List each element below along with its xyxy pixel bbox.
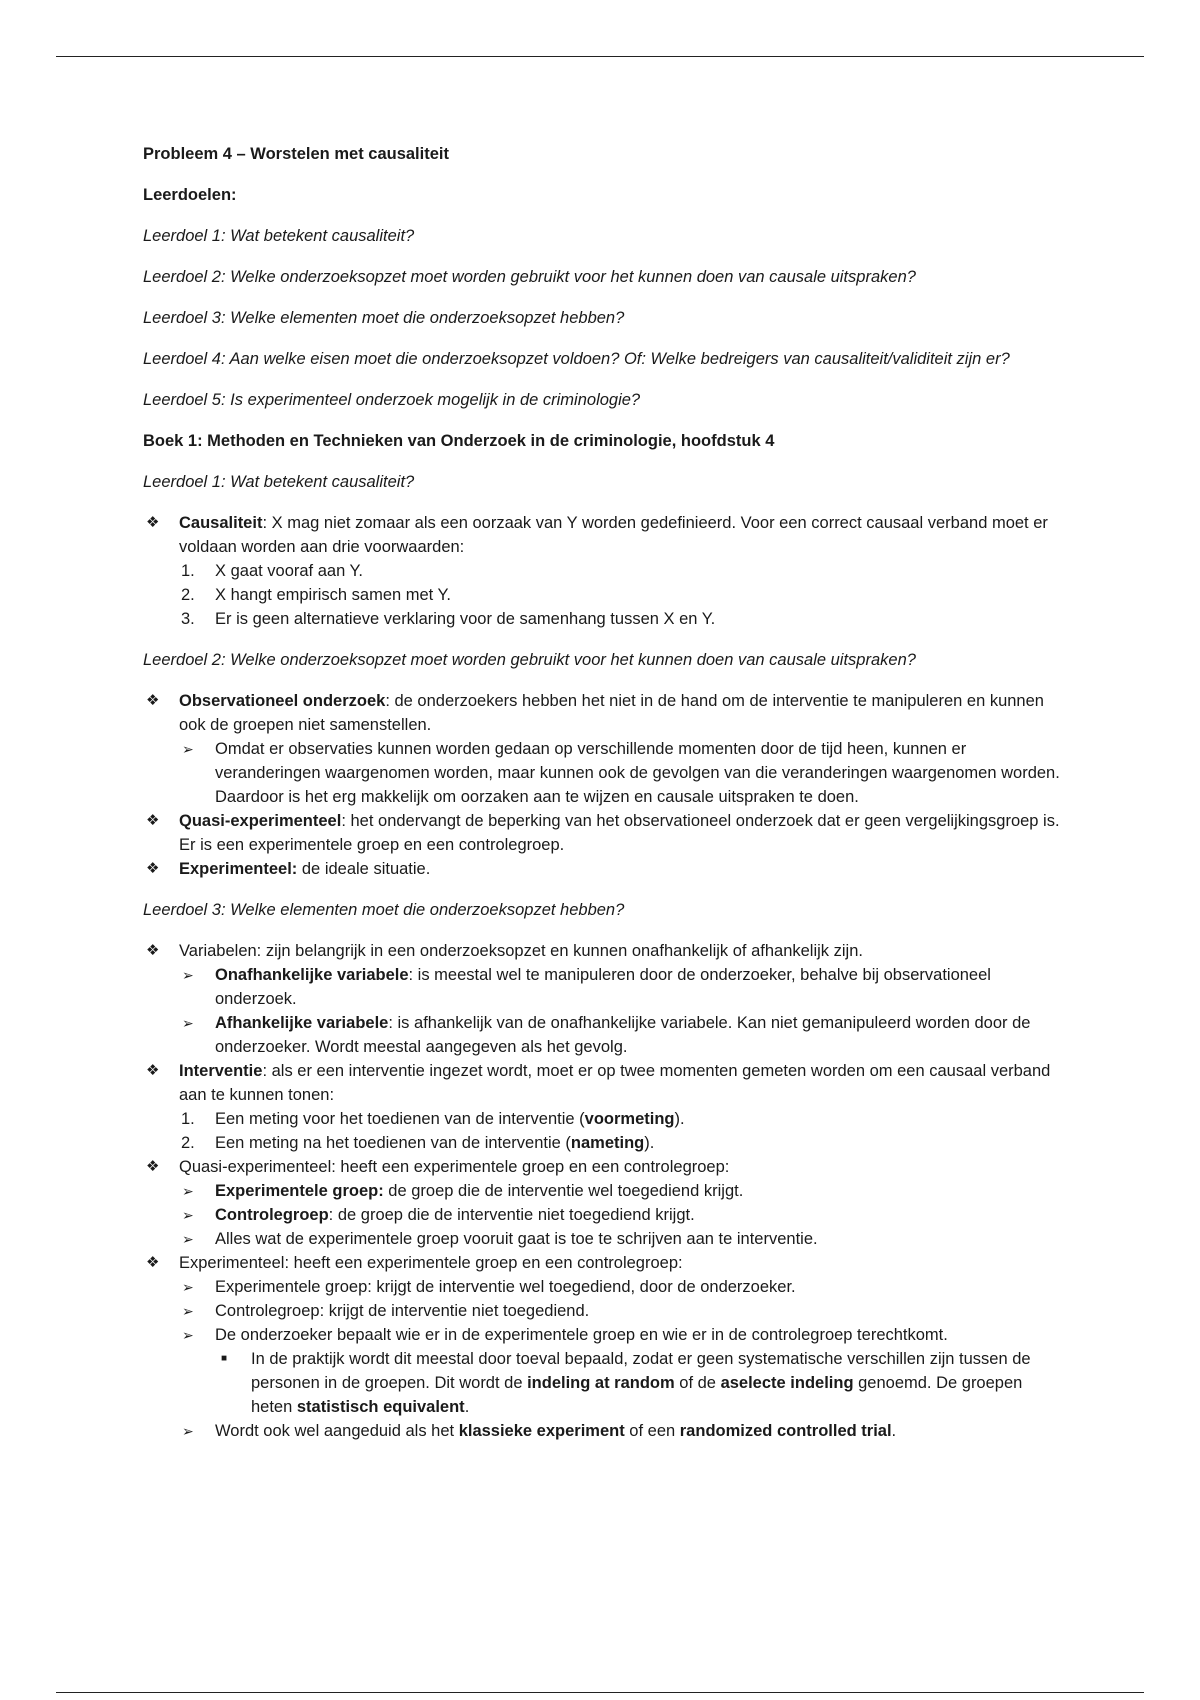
list-number: 1. (181, 1110, 195, 1128)
arrow-bullet-icon: ➢ (182, 1207, 194, 1223)
list-item (179, 1131, 1063, 1155)
term-rct: randomized controlled trial (679, 1422, 892, 1440)
leerdoel-4: Leerdoel 4: Aan welke eisen moet die onderzoeksopzet voldoen? Of: Welke bedreigers van causaliteit/validiteit zijn er? (143, 350, 1010, 368)
list-item (179, 1227, 1063, 1251)
term-causaliteit: Causaliteit (179, 514, 263, 532)
praktijk-text: of de (674, 1374, 721, 1392)
praktijk-sublist (215, 1347, 1063, 1419)
conditions-list (179, 559, 1063, 631)
diamond-bullet-icon: ❖ (146, 514, 160, 531)
onafhankelijke-text: : is meestal wel te manipuleren door de onderzoeker, behalve bij observationeel onderzoek. (215, 966, 991, 1008)
ook-text: Wordt ook wel aangeduid als het (215, 1422, 459, 1440)
footer-rule (56, 1692, 1144, 1693)
list-item (179, 737, 1063, 809)
e-bepaalt-text: De onderzoeker bepaalt wie er in de experimentele groep en wie er in de controlegroep terechtkomt. (215, 1326, 948, 1344)
diamond-bullet-icon: ❖ (146, 1062, 160, 1079)
variabelen-text: Variabelen: zijn belangrijk in een onderzoeksopzet en kunnen onafhankelijk of afhankelijk zijn. (179, 942, 863, 960)
list-item-causaliteit (143, 511, 1063, 631)
arrow-bullet-icon: ➢ (182, 1183, 194, 1199)
afhankelijke-text: : is afhankelijk van de onafhankelijke variabele. Kan niet gemanipuleerd worden door de onderzoeker. Wordt meestal aangegeven als het gevolg. (215, 1014, 1031, 1056)
interventie-text: : als er een interventie ingezet wordt, moet er op twee momenten gemeten worden om een causaal verband aan te kunnen tonen: (179, 1062, 1051, 1104)
list-item-interventie (143, 1059, 1063, 1155)
list-number: 2. (181, 1134, 195, 1152)
list-item (179, 1323, 1063, 1419)
leerdoelen-heading: Leerdoelen: (143, 186, 237, 204)
arrow-bullet-icon: ➢ (182, 1279, 194, 1295)
diamond-bullet-icon: ❖ (146, 1254, 160, 1271)
meting-text: ). (674, 1110, 685, 1128)
experimenteel-2-text: Experimenteel: heeft een experimentele groep en een controlegroep: (179, 1254, 683, 1272)
section-1-heading: Leerdoel 1: Wat betekent causaliteit? (143, 473, 415, 491)
term-voormeting: voormeting (584, 1110, 675, 1128)
diamond-bullet-icon: ❖ (146, 1158, 160, 1175)
list-item-quasi-experimenteel (143, 1155, 1063, 1251)
arrow-bullet-icon: ➢ (182, 967, 194, 983)
diamond-bullet-icon: ❖ (146, 692, 160, 709)
term-onafhankelijke: Onafhankelijke variabele (215, 966, 409, 984)
term-statistisch-equivalent: statistisch equivalent (296, 1398, 465, 1416)
experimentele-groep-text: de groep die de interventie wel toegediend krijgt. (383, 1182, 744, 1200)
list-item (179, 1419, 1063, 1443)
arrow-bullet-icon: ➢ (182, 741, 194, 757)
quasi-experimenteel-text: Quasi-experimenteel: heeft een experimentele groep en een controlegroep: (179, 1158, 730, 1176)
list-item-experimenteel-2 (143, 1251, 1063, 1443)
list-item-quasi (143, 809, 1063, 857)
term-aselecte-indeling: aselecte indeling (720, 1374, 854, 1392)
list-item (179, 1299, 1063, 1323)
praktijk-text: genoemd. De groepen heten (251, 1374, 1023, 1416)
condition-text: X hangt empirisch samen met Y. (215, 586, 452, 604)
quasi-sublist (179, 1179, 1063, 1251)
meting-text: Een meting voor het toedienen van de interventie ( (215, 1110, 585, 1128)
e-controle-text: Controlegroep: krijgt de interventie niet toegediend. (215, 1302, 590, 1320)
arrow-bullet-icon: ➢ (182, 1327, 194, 1343)
condition-text: Er is geen alternatieve verklaring voor de samenhang tussen X en Y. (215, 610, 716, 628)
arrow-bullet-icon: ➢ (182, 1303, 194, 1319)
term-controlegroep: Controlegroep (215, 1206, 329, 1224)
observationeel-sublist (179, 737, 1063, 809)
section-1-list (143, 511, 1063, 631)
document-title: Probleem 4 – Worstelen met causaliteit (143, 145, 449, 163)
controlegroep-text: : de groep die de interventie niet toegediend krijgt. (328, 1206, 695, 1224)
list-number: 1. (181, 562, 195, 580)
list-number: 2. (181, 586, 195, 604)
condition-item (179, 583, 1063, 607)
quasi-text: : het ondervangt de beperking van het observationeel onderzoek dat er geen vergelijkingsgroep is. Er is een experimentele groep en een controlegroep. (179, 812, 1060, 854)
observationeel-sub-text: Omdat er observaties kunnen worden gedaan op verschillende momenten door de tijd heen, kunnen er veranderingen waargenomen worden, maar kunnen ook de gevolgen van die veranderingen waargenomen worden. Daardoor is het erg makkelijk om oorzaken aan te wijzen en causale uitspraken te doen. (215, 740, 1060, 806)
leerdoel-1: Leerdoel 1: Wat betekent causaliteit? (143, 227, 415, 245)
observationeel-text: : de onderzoekers hebben het niet in de hand om de interventie te manipuleren en kunnen ook de groepen niet samenstellen. (179, 692, 1044, 734)
section-2-list (143, 689, 1063, 881)
causaliteit-text: : X mag niet zomaar als een oorzaak van Y worden gedefinieerd. Voor een correct causaal verband moet er voldaan worden aan drie voorwaarden: (179, 514, 1048, 556)
alles-text: Alles wat de experimentele groep vooruit gaat is toe te schrijven aan te interventie. (215, 1230, 818, 1248)
praktijk-text: In de praktijk wordt dit meestal door toeval bepaald, zodat er geen systematische verschillen zijn tussen de personen in de groepen. Dit wordt de (251, 1350, 1031, 1392)
e-experimentele-text: Experimentele groep: krijgt de interventie wel toegediend, door de onderzoeker. (215, 1278, 796, 1296)
term-observationeel: Observationeel onderzoek (179, 692, 386, 710)
square-bullet-icon: ■ (221, 1353, 228, 1364)
list-item (179, 963, 1063, 1011)
experimenteel-sublist (179, 1275, 1063, 1443)
list-item (179, 1203, 1063, 1227)
list-item (179, 1179, 1063, 1203)
header-rule (56, 56, 1144, 57)
term-afhankelijke: Afhankelijke variabele (215, 1014, 389, 1032)
ook-text: . (891, 1422, 897, 1440)
book-heading: Boek 1: Methoden en Technieken van Onderzoek in de criminologie, hoofdstuk 4 (143, 432, 775, 450)
experimenteel-text: de ideale situatie. (297, 860, 431, 878)
meting-text: ). (644, 1134, 655, 1152)
list-item (179, 1107, 1063, 1131)
list-number: 3. (181, 610, 195, 628)
diamond-bullet-icon: ❖ (146, 942, 160, 959)
document-body (143, 142, 1063, 1460)
list-item (215, 1347, 1063, 1419)
meting-list (179, 1107, 1063, 1155)
list-item-observationeel (143, 689, 1063, 809)
list-item (179, 1275, 1063, 1299)
section-3-heading: Leerdoel 3: Welke elementen moet die onderzoeksopzet hebben? (143, 901, 625, 919)
condition-item (179, 607, 1063, 631)
term-experimentele-groep: Experimentele groep: (215, 1182, 384, 1200)
section-3-list (143, 939, 1063, 1443)
term-quasi: Quasi-experimenteel (179, 812, 342, 830)
leerdoel-5: Leerdoel 5: Is experimenteel onderzoek mogelijk in de criminologie? (143, 391, 641, 409)
diamond-bullet-icon: ❖ (146, 812, 160, 829)
diamond-bullet-icon: ❖ (146, 860, 160, 877)
list-item-variabelen (143, 939, 1063, 1059)
leerdoel-3: Leerdoel 3: Welke elementen moet die onderzoeksopzet hebben? (143, 309, 625, 327)
list-item (179, 1011, 1063, 1059)
term-nameting: nameting (570, 1134, 645, 1152)
variabelen-sublist (179, 963, 1063, 1059)
arrow-bullet-icon: ➢ (182, 1015, 194, 1031)
section-2-heading: Leerdoel 2: Welke onderzoeksopzet moet worden gebruikt voor het kunnen doen van causale uitspraken? (143, 651, 916, 669)
term-klassieke-experiment: klassieke experiment (458, 1422, 625, 1440)
meting-text: Een meting na het toedienen van de interventie ( (215, 1134, 571, 1152)
list-item-experimenteel (143, 857, 1063, 881)
condition-item (179, 559, 1063, 583)
praktijk-text: . (464, 1398, 470, 1416)
arrow-bullet-icon: ➢ (182, 1231, 194, 1247)
condition-text: X gaat vooraf aan Y. (215, 562, 364, 580)
leerdoel-2: Leerdoel 2: Welke onderzoeksopzet moet worden gebruikt voor het kunnen doen van causale uitspraken? (143, 268, 916, 286)
term-indeling-at-random: indeling at random (527, 1374, 675, 1392)
arrow-bullet-icon: ➢ (182, 1423, 194, 1439)
ook-text: of een (624, 1422, 680, 1440)
term-experimenteel: Experimenteel: (179, 860, 298, 878)
term-interventie: Interventie (179, 1062, 263, 1080)
